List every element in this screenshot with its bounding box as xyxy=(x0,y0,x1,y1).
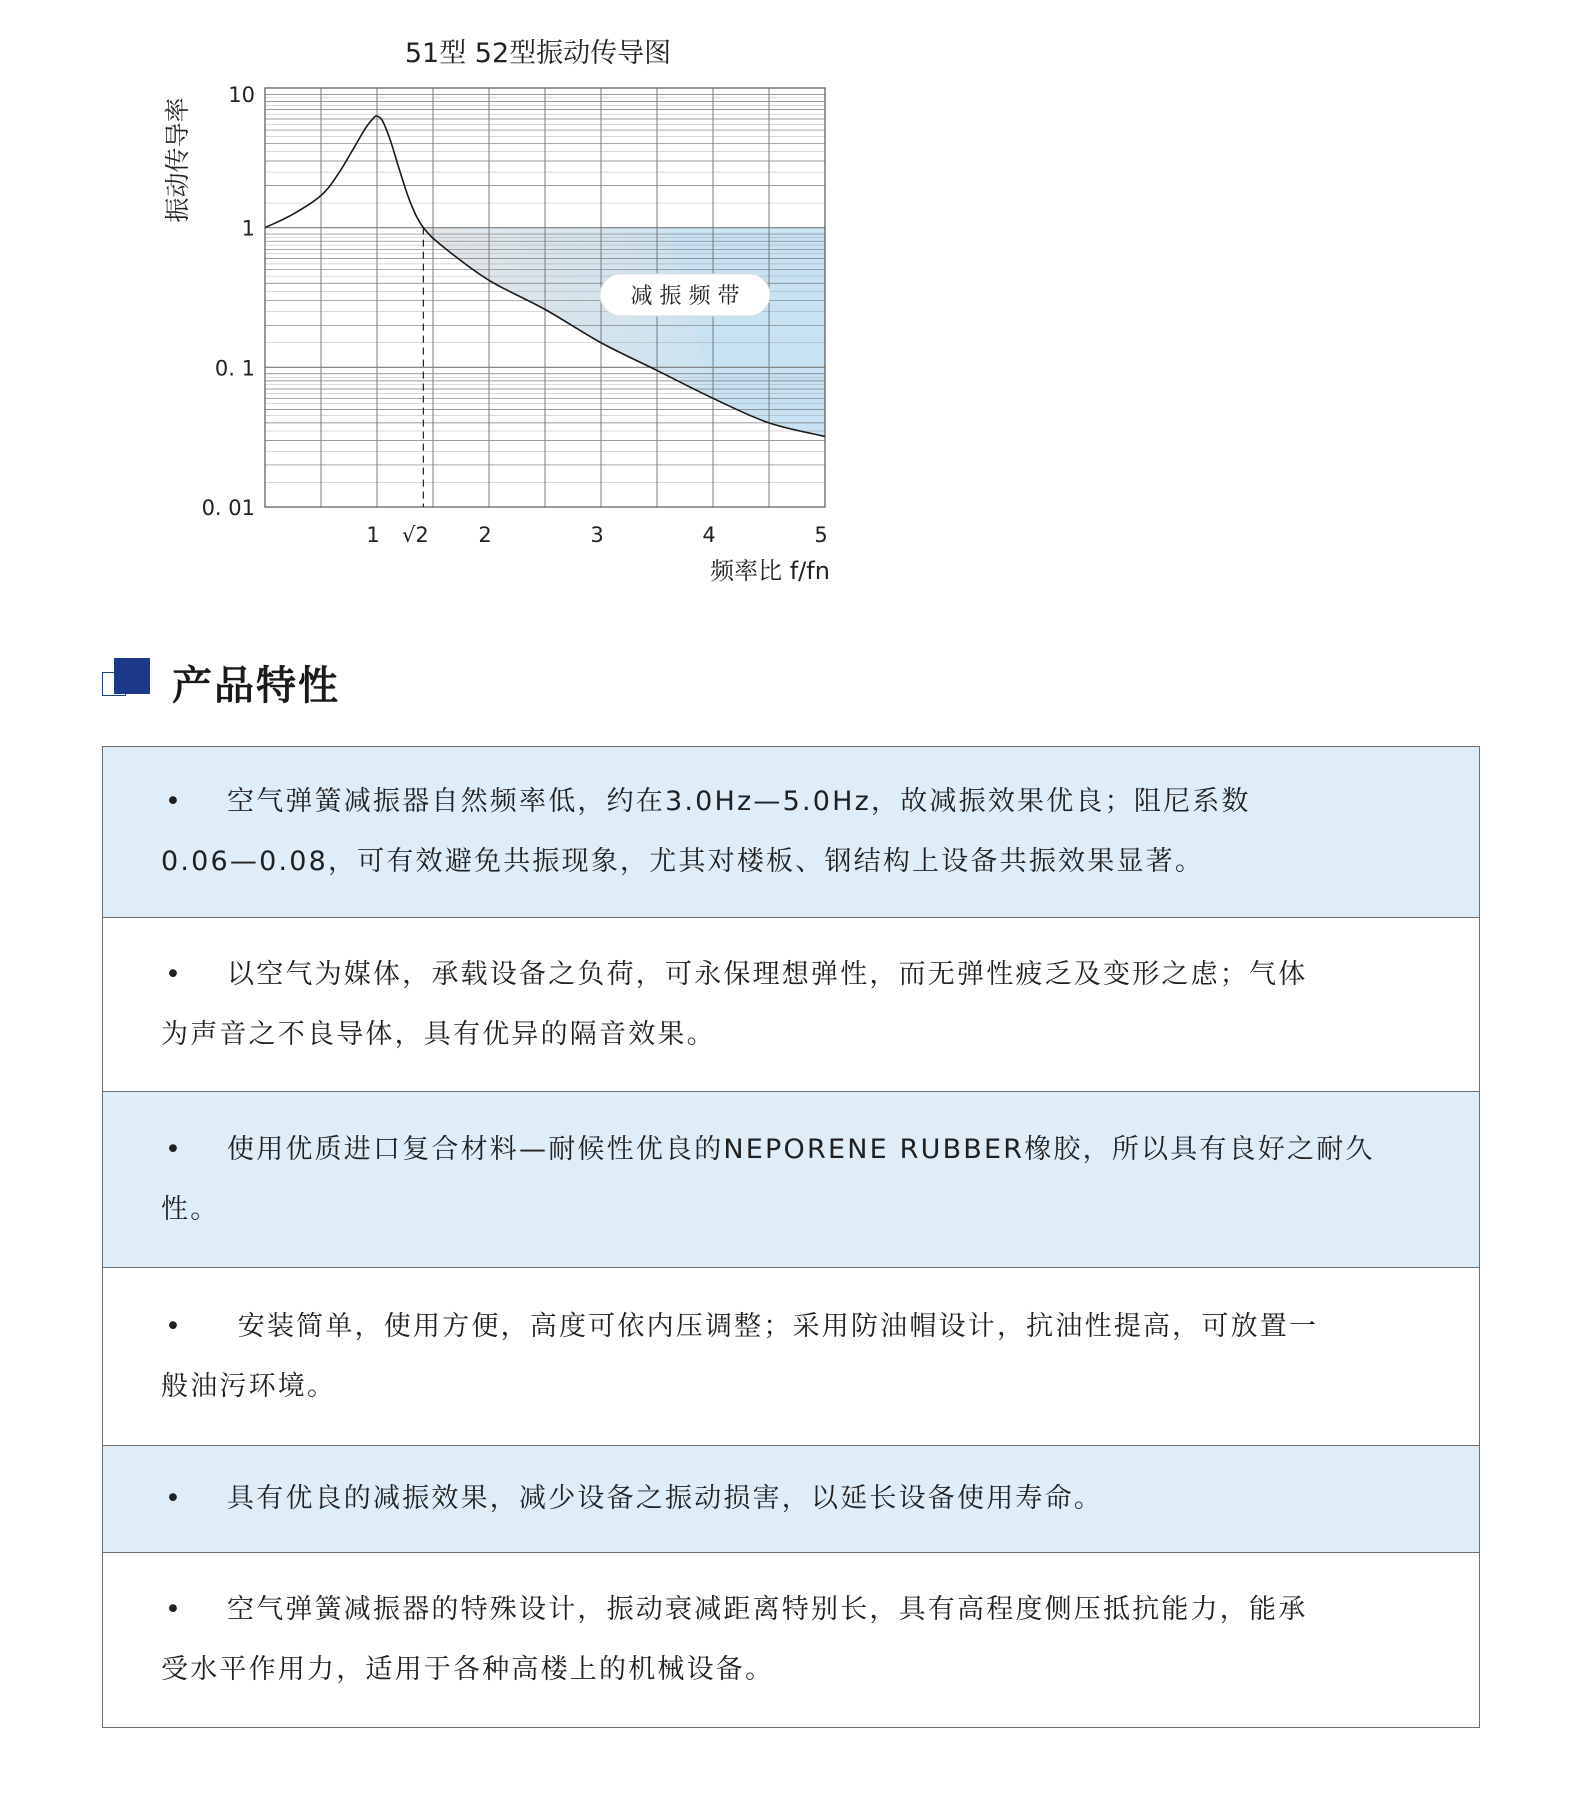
feature-line xyxy=(165,1297,1457,1357)
bullet-icon: • xyxy=(165,786,184,817)
bullet-icon: • xyxy=(165,1133,184,1165)
x-tick-label: √2 xyxy=(401,523,429,547)
feature-row xyxy=(103,918,1479,1092)
x-tick-label: 2 xyxy=(478,523,492,547)
feature-line xyxy=(165,945,1457,1005)
bullet-icon: • xyxy=(165,1310,184,1342)
feature-text-continued: 般油污环境。 xyxy=(161,1370,337,1402)
feature-text: 空气弹簧减振器的特殊设计，振动衰减距离特别长，具有高程度侧压抵抗能力，能承 xyxy=(227,1594,1308,1625)
feature-text-continued: 为声音之不良导体，具有优异的隔音效果。 xyxy=(161,1018,716,1050)
y-tick-label: 10 xyxy=(228,83,255,107)
y-tick-label: 0. 1 xyxy=(214,356,255,381)
feature-table xyxy=(102,746,1480,1728)
section-heading xyxy=(102,650,502,710)
feature-row xyxy=(103,747,1479,918)
feature-text-continued: 性。 xyxy=(161,1193,220,1225)
feature-text: 以空气为媒体，承载设备之负荷，可永保理想弹性，而无弹性疲乏及变形之虑；气体 xyxy=(227,958,1308,990)
feature-text: 使用优质进口复合材料—耐候性优良的NEPORENE RUBBER橡胶，所以具有良好之耐久 xyxy=(227,1133,1375,1165)
feature-line xyxy=(165,1580,1457,1640)
section-title: 产品特性 xyxy=(172,663,340,709)
y-axis-label: 振动传导率 xyxy=(163,97,192,223)
feature-text-continued: 0.06—0.08，可有效避免共振现象，尤其对楼板、钢结构上设备共振效果显著。 xyxy=(161,846,1205,877)
x-tick-label: 3 xyxy=(590,523,604,547)
transmissibility-chart xyxy=(0,0,900,600)
chart-title: 51型 52型振动传导图 xyxy=(404,38,672,69)
feature-line xyxy=(165,1469,1457,1529)
feature-text-continued: 受水平作用力，适用于各种高楼上的机械设备。 xyxy=(161,1654,775,1685)
feature-line xyxy=(165,772,1457,832)
y-tick-label: 1 xyxy=(241,216,255,241)
bullet-icon: • xyxy=(165,958,184,990)
feature-line xyxy=(165,1120,1457,1180)
band-label: 减 振 频 带 xyxy=(630,283,740,309)
feature-text: 空气弹簧减振器自然频率低，约在3.0Hz—5.0Hz，故减振效果优良；阻尼系数 xyxy=(227,786,1251,817)
feature-row xyxy=(103,1092,1479,1268)
y-tick-label: 0. 01 xyxy=(201,496,255,520)
feature-text: 具有优良的减振效果，减少设备之振动损害，以延长设备使用寿命。 xyxy=(227,1483,1103,1514)
feature-row xyxy=(103,1446,1479,1553)
feature-text: 安装简单，使用方便，高度可依内压调整；采用防油帽设计，抗油性提高，可放置一 xyxy=(227,1310,1319,1342)
heading-filled-square-icon xyxy=(114,658,150,694)
bullet-icon: • xyxy=(165,1483,184,1514)
x-tick-label: 5 xyxy=(814,523,828,547)
feature-row xyxy=(103,1268,1479,1446)
bullet-icon: • xyxy=(165,1594,184,1625)
chart-svg xyxy=(0,0,900,600)
feature-row xyxy=(103,1553,1479,1727)
x-tick-label: 1 xyxy=(366,523,380,547)
x-tick-label: 4 xyxy=(702,523,716,547)
x-axis-label: 频率比 f/fn xyxy=(710,557,830,585)
